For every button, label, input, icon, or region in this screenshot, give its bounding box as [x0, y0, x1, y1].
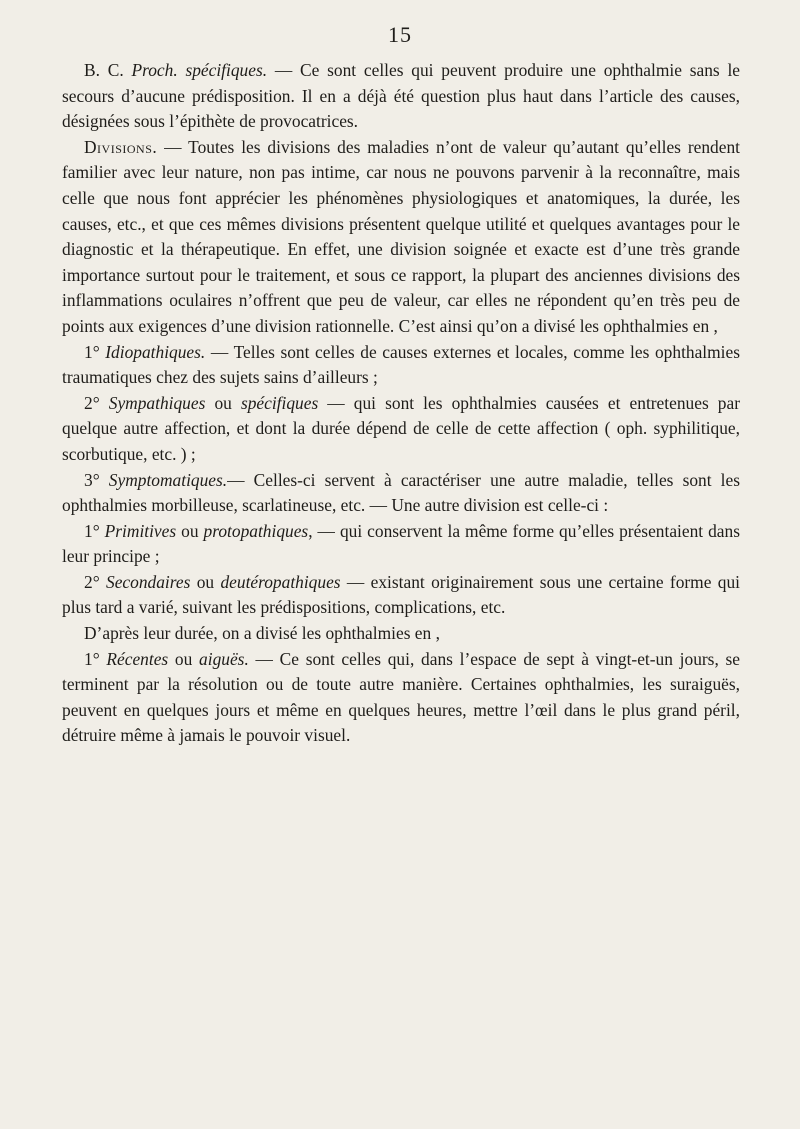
- paragraph-text: — Ce sont celles qui peuvent produire une ophthalmie sans le secours d’aucune prédisposition. Il en a déjà été question plus haut dans l’article des causes, désignées sous l’épithète de provocatrices.: [62, 60, 741, 132]
- term-italic: protopathiques: [203, 520, 309, 541]
- connector: ou: [176, 520, 204, 541]
- term-italic: aiguës.: [199, 648, 249, 669]
- paragraph-text: — existant originairement sous une certaine forme qui plus tard a varié, suivant les prédispositions, complications, etc.: [62, 571, 740, 618]
- paragraph-divisions: [62, 135, 740, 340]
- term-italic: Idiopathiques.: [105, 341, 206, 362]
- section-heading: Divisions.: [84, 136, 158, 157]
- paragraph-text: — Toutes les divisions des maladies n’ont de valeur qu’autant qu’elles rendent familier avec leur nature, non pas intime, car nous ne pouvons parvenir à la reconnaître, mais celle que nous font apprécier les phénomènes physiologiques et anatomiques, la durée, les causes, etc., et que ces mêmes divisions présentent quelque utilité et quelques avantages pour le diagnostic et la thérapeutique. En effet, une division soignée et exacte est d’une très grande importance surtout pour le traitement, et sous ce rapport, la plupart des anciennes divisions des inflammations oculaires n’offrent que peu de valeur, car elles ne répondent qu’en très peu de points aux exigences d’une division rationnelle. C’est ainsi qu’on a divisé les ophthalmies en ,: [62, 136, 740, 336]
- term-italic: Sympathiques: [108, 392, 206, 413]
- list-item-secondaires: [62, 570, 740, 621]
- connector: ou: [190, 571, 221, 592]
- term-italic: deutéropathiques: [220, 571, 341, 592]
- list-number: 1°: [84, 520, 105, 541]
- term-italic: Proch. spécifiques.: [131, 60, 268, 80]
- term-italic: spécifiques: [240, 392, 319, 413]
- body-text: [62, 58, 740, 749]
- paragraph-duree: [62, 621, 740, 647]
- term-italic: Primitives: [104, 520, 177, 541]
- term-italic: Symptomatiques.: [108, 469, 228, 490]
- list-item-idiopathiques: [62, 340, 740, 391]
- paragraph-text: — Celles-ci servent à caractériser une autre maladie, telles sont les ophthalmies morbilleuse, scarlatineuse, etc. — Une autre division est celle-ci :: [62, 469, 741, 516]
- list-number: 2°: [84, 392, 109, 413]
- page-number: 15: [388, 22, 412, 47]
- paragraph-text: D’après leur durée, on a divisé les ophthalmies en ,: [84, 623, 440, 644]
- list-number: 1°: [84, 648, 107, 669]
- section-ref: B. C.: [84, 60, 132, 80]
- paragraph-text: , — qui conservent la même forme qu’elles présentaient dans leur principe ;: [62, 520, 740, 567]
- paragraph-text: — Telles sont celles de causes externes et locales, comme les ophthalmies traumatiques chez des sujets sains d’ailleurs ;: [62, 341, 740, 388]
- paragraph-proch-specifiques: [62, 58, 740, 135]
- paragraph-text: — qui sont les ophthalmies causées et entretenues par quelque autre affection, et dont la durée dépend de celle de cette affection ( oph. syphilitique, scorbutique, etc. ) ;: [62, 392, 741, 464]
- list-item-recentes: [62, 647, 740, 749]
- term-italic: Récentes: [106, 648, 169, 669]
- list-item-primitives: [62, 519, 740, 570]
- list-item-symptomatiques: [62, 468, 740, 519]
- list-number: 2°: [84, 571, 106, 592]
- paragraph-text: — Ce sont celles qui, dans l’espace de sept à vingt-et-un jours, se terminent par la résolution ou de toute autre manière. Certaines ophthalmies, les suraiguës, peuvent en quelques jours et même en quelques heures, mettre l’œil dans le plus grand péril, détruire même à jamais le pouvoir visuel.: [62, 648, 741, 746]
- list-item-sympathiques: [62, 391, 740, 468]
- term-italic: Secondaires: [106, 571, 191, 592]
- connector: ou: [168, 648, 200, 669]
- connector: ou: [205, 392, 241, 413]
- list-number: 3°: [84, 469, 109, 490]
- list-number: 1°: [84, 341, 106, 362]
